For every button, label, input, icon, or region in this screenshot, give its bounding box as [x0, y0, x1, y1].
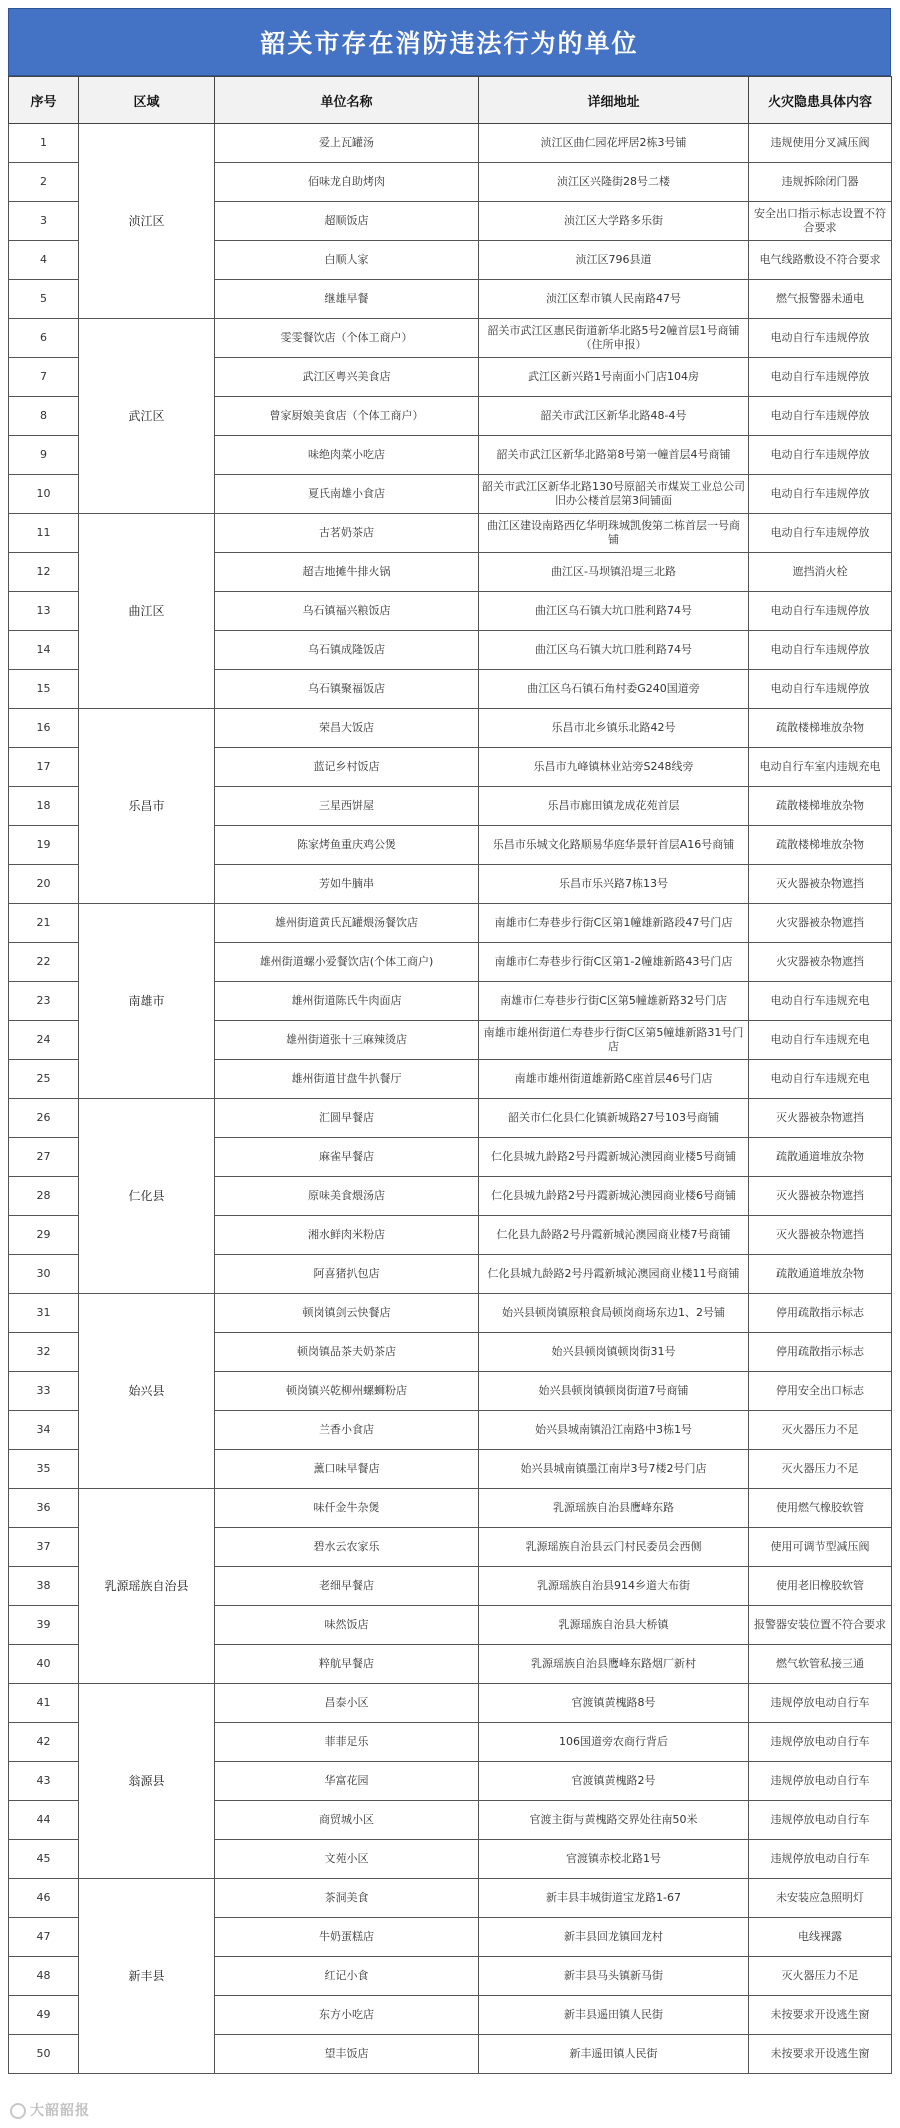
header-region: 区域: [79, 77, 215, 124]
header-address: 详细地址: [479, 77, 749, 124]
cell-hazard: 违规停放电动自行车: [749, 1762, 892, 1801]
cell-index: 10: [9, 475, 79, 514]
cell-address: 官渡镇黄槐路2号: [479, 1762, 749, 1801]
cell-index: 36: [9, 1489, 79, 1528]
cell-unit-name: 阿喜猪扒包店: [215, 1255, 479, 1294]
cell-index: 20: [9, 865, 79, 904]
cell-address: 南雄市雄州街道雄新路C座首层46号门店: [479, 1060, 749, 1099]
cell-unit-name: 菲菲足乐: [215, 1723, 479, 1762]
cell-address: 始兴县顿岗镇原粮食局顿岗商场东边1、2号铺: [479, 1294, 749, 1333]
cell-address: 官渡主街与黄槐路交界处往南50米: [479, 1801, 749, 1840]
cell-address: 南雄市仁寿巷步行街C区第1-2幢雄新路43号门店: [479, 943, 749, 982]
header-hazard: 火灾隐患具体内容: [749, 77, 892, 124]
cell-index: 4: [9, 241, 79, 280]
cell-hazard: 电动自行车违规充电: [749, 1021, 892, 1060]
cell-hazard: 灭火器压力不足: [749, 1411, 892, 1450]
cell-index: 14: [9, 631, 79, 670]
cell-unit-name: 超吉地摊牛排火锅: [215, 553, 479, 592]
cell-hazard: 疏散楼梯堆放杂物: [749, 787, 892, 826]
header-row: [9, 77, 892, 124]
cell-address: 官渡镇黄槐路8号: [479, 1684, 749, 1723]
cell-unit-name: 芳如牛腩串: [215, 865, 479, 904]
cell-hazard: 电动自行车违规停放: [749, 592, 892, 631]
cell-unit-name: 雄州街道螺小爱餐饮店(个体工商户): [215, 943, 479, 982]
cell-address: 官渡镇赤校北路1号: [479, 1840, 749, 1879]
cell-index: 15: [9, 670, 79, 709]
watermark-text: 大韶韶报: [30, 2103, 90, 2119]
cell-unit-name: 味绝肉菜小吃店: [215, 436, 479, 475]
cell-index: 43: [9, 1762, 79, 1801]
cell-index: 30: [9, 1255, 79, 1294]
cell-hazard: 电动自行车违规停放: [749, 670, 892, 709]
table-row: [9, 319, 892, 358]
cell-address: 乐昌市乐城文化路顺易华庭华景轩首层A16号商铺: [479, 826, 749, 865]
cell-region: 乳源瑶族自治县: [79, 1489, 215, 1684]
cell-hazard: 疏散通道堆放杂物: [749, 1255, 892, 1294]
cell-index: 29: [9, 1216, 79, 1255]
cell-address: 韶关市武江区惠民街道新华北路5号2幢首层1号商铺（住所申报）: [479, 319, 749, 358]
cell-hazard: 燃气报警器未通电: [749, 280, 892, 319]
cell-index: 27: [9, 1138, 79, 1177]
cell-address: 新丰县遥田镇人民街: [479, 1996, 749, 2035]
cell-region: 翁源县: [79, 1684, 215, 1879]
cell-address: 乐昌市乐兴路7栋13号: [479, 865, 749, 904]
cell-hazard: 电气线路敷设不符合要求: [749, 241, 892, 280]
cell-address: 仁化县城九龄路2号丹霞新城沁澳园商业楼5号商铺: [479, 1138, 749, 1177]
table-row: [9, 1489, 892, 1528]
cell-index: 28: [9, 1177, 79, 1216]
cell-unit-name: 继雄早餐: [215, 280, 479, 319]
cell-address: 新丰县马头镇新马街: [479, 1957, 749, 1996]
cell-address: 韶关市武江区新华北路48-4号: [479, 397, 749, 436]
table-row: [9, 514, 892, 553]
cell-index: 38: [9, 1567, 79, 1606]
cell-hazard: 疏散通道堆放杂物: [749, 1138, 892, 1177]
cell-hazard: 电动自行车违规停放: [749, 514, 892, 553]
cell-index: 6: [9, 319, 79, 358]
cell-index: 50: [9, 2035, 79, 2074]
cell-index: 47: [9, 1918, 79, 1957]
cell-unit-name: 红记小食: [215, 1957, 479, 1996]
cell-hazard: 灭火器被杂物遮挡: [749, 1177, 892, 1216]
cell-address: 浈江区796县道: [479, 241, 749, 280]
cell-region: 仁化县: [79, 1099, 215, 1294]
cell-hazard: 违规使用分叉减压阀: [749, 124, 892, 163]
cell-unit-name: 武江区粤兴美食店: [215, 358, 479, 397]
cell-hazard: 安全出口指示标志设置不符合要求: [749, 202, 892, 241]
table-row: [9, 1879, 892, 1918]
cell-hazard: 未按要求开设逃生窗: [749, 1996, 892, 2035]
cell-index: 8: [9, 397, 79, 436]
cell-hazard: 电线裸露: [749, 1918, 892, 1957]
cell-index: 31: [9, 1294, 79, 1333]
cell-hazard: 违规停放电动自行车: [749, 1840, 892, 1879]
cell-index: 33: [9, 1372, 79, 1411]
cell-unit-name: 白顺人家: [215, 241, 479, 280]
cell-index: 24: [9, 1021, 79, 1060]
cell-index: 18: [9, 787, 79, 826]
cell-hazard: 停用安全出口标志: [749, 1372, 892, 1411]
cell-unit-name: 牛奶蛋糕店: [215, 1918, 479, 1957]
cell-hazard: 电动自行车室内违规充电: [749, 748, 892, 787]
cell-index: 11: [9, 514, 79, 553]
cell-hazard: 违规停放电动自行车: [749, 1684, 892, 1723]
cell-hazard: 电动自行车违规停放: [749, 436, 892, 475]
cell-address: 始兴县顿岗镇顿岗街31号: [479, 1333, 749, 1372]
cell-address: 仁化县城九龄路2号丹霞新城沁澳园商业楼11号商铺: [479, 1255, 749, 1294]
header-index: 序号: [9, 77, 79, 124]
cell-index: 42: [9, 1723, 79, 1762]
cell-index: 5: [9, 280, 79, 319]
cell-index: 37: [9, 1528, 79, 1567]
cell-region: 乐昌市: [79, 709, 215, 904]
cell-unit-name: 荣昌大饭店: [215, 709, 479, 748]
cell-address: 乐昌市廊田镇龙成花苑首层: [479, 787, 749, 826]
cell-hazard: 灭火器压力不足: [749, 1957, 892, 1996]
cell-hazard: 疏散楼梯堆放杂物: [749, 709, 892, 748]
cell-address: 曲江区乌石镇大坑口胜利路74号: [479, 631, 749, 670]
cell-hazard: 违规停放电动自行车: [749, 1801, 892, 1840]
cell-index: 26: [9, 1099, 79, 1138]
cell-index: 25: [9, 1060, 79, 1099]
cell-unit-name: 碧水云农家乐: [215, 1528, 479, 1567]
cell-unit-name: 商贸城小区: [215, 1801, 479, 1840]
header-unit-name: 单位名称: [215, 77, 479, 124]
cell-index: 34: [9, 1411, 79, 1450]
cell-hazard: 火灾器被杂物遮挡: [749, 943, 892, 982]
cell-address: 始兴县城南镇沿江南路中3栋1号: [479, 1411, 749, 1450]
cell-hazard: 电动自行车违规停放: [749, 358, 892, 397]
cell-unit-name: 雄州街道黄氏瓦罐煨汤餐饮店: [215, 904, 479, 943]
cell-unit-name: 雄州街道甘盘牛扒餐厅: [215, 1060, 479, 1099]
cell-unit-name: 茶洞美食: [215, 1879, 479, 1918]
cell-region: 武江区: [79, 319, 215, 514]
table-row: [9, 904, 892, 943]
cell-unit-name: 味仟金牛杂煲: [215, 1489, 479, 1528]
cell-unit-name: 粹航早餐店: [215, 1645, 479, 1684]
cell-hazard: 未按要求开设逃生窗: [749, 2035, 892, 2074]
cell-address: 浈江区犁市镇人民南路47号: [479, 280, 749, 319]
table-row: [9, 1684, 892, 1723]
cell-unit-name: 文苑小区: [215, 1840, 479, 1879]
cell-unit-name: 东方小吃店: [215, 1996, 479, 2035]
cell-unit-name: 古茗奶茶店: [215, 514, 479, 553]
cell-unit-name: 佰味龙自助烤肉: [215, 163, 479, 202]
cell-index: 35: [9, 1450, 79, 1489]
table-row: [9, 124, 892, 163]
cell-index: 40: [9, 1645, 79, 1684]
cell-address: 仁化县九龄路2号丹霞新城沁澳园商业楼7号商铺: [479, 1216, 749, 1255]
cell-index: 17: [9, 748, 79, 787]
cell-index: 22: [9, 943, 79, 982]
cell-index: 19: [9, 826, 79, 865]
cell-address: 韶关市仁化县仁化镇新城路27号103号商铺: [479, 1099, 749, 1138]
cell-unit-name: 雄州街道张十三麻辣烫店: [215, 1021, 479, 1060]
cell-unit-name: 麻雀早餐店: [215, 1138, 479, 1177]
cell-hazard: 违规停放电动自行车: [749, 1723, 892, 1762]
cell-index: 21: [9, 904, 79, 943]
table-body: [9, 124, 892, 2074]
cell-unit-name: 顿岗镇兴乾柳州螺蛳粉店: [215, 1372, 479, 1411]
cell-unit-name: 汇圆早餐店: [215, 1099, 479, 1138]
cell-index: 44: [9, 1801, 79, 1840]
cell-address: 曲江区建设南路西亿华明珠城凯俊第二栋首层一号商铺: [479, 514, 749, 553]
cell-hazard: 电动自行车违规充电: [749, 1060, 892, 1099]
cell-unit-name: 乌石镇成隆饭店: [215, 631, 479, 670]
cell-index: 32: [9, 1333, 79, 1372]
cell-region: 始兴县: [79, 1294, 215, 1489]
cell-hazard: 电动自行车违规停放: [749, 397, 892, 436]
cell-index: 45: [9, 1840, 79, 1879]
cell-unit-name: 顿岗镇剑云快餐店: [215, 1294, 479, 1333]
cell-unit-name: 雯雯餐饮店（个体工商户）: [215, 319, 479, 358]
cell-index: 41: [9, 1684, 79, 1723]
cell-region: 新丰县: [79, 1879, 215, 2074]
cell-unit-name: 原味美食煨汤店: [215, 1177, 479, 1216]
cell-address: 乳源瑶族自治县鹰峰东路: [479, 1489, 749, 1528]
cell-region: 浈江区: [79, 124, 215, 319]
cell-address: 南雄市仁寿巷步行街C区第1幢雄新路段47号门店: [479, 904, 749, 943]
cell-address: 南雄市雄州街道仁寿巷步行街C区第5幢雄新路31号门店: [479, 1021, 749, 1060]
cell-unit-name: 望丰饭店: [215, 2035, 479, 2074]
cell-address: 106国道旁农商行背后: [479, 1723, 749, 1762]
cell-address: 乐昌市九峰镇林业站旁S248线旁: [479, 748, 749, 787]
cell-hazard: 电动自行车违规停放: [749, 319, 892, 358]
cell-index: 16: [9, 709, 79, 748]
cell-unit-name: 雄州街道陈氏牛肉面店: [215, 982, 479, 1021]
cell-hazard: 使用老旧橡胶软管: [749, 1567, 892, 1606]
cell-index: 46: [9, 1879, 79, 1918]
cell-address: 浈江区大学路多乐街: [479, 202, 749, 241]
cell-index: 13: [9, 592, 79, 631]
cell-address: 乳源瑶族自治县大桥镇: [479, 1606, 749, 1645]
cell-index: 23: [9, 982, 79, 1021]
cell-address: 始兴县城南镇墨江南岸3号7楼2号门店: [479, 1450, 749, 1489]
cell-address: 新丰遥田镇人民街: [479, 2035, 749, 2074]
cell-address: 浈江区兴隆街28号二楼: [479, 163, 749, 202]
cell-hazard: 火灾器被杂物遮挡: [749, 904, 892, 943]
cell-hazard: 使用燃气橡胶软管: [749, 1489, 892, 1528]
cell-hazard: 违规拆除闭门器: [749, 163, 892, 202]
cell-hazard: 停用疏散指示标志: [749, 1294, 892, 1333]
cell-address: 乳源瑶族自治县云门村民委员会西侧: [479, 1528, 749, 1567]
table-row: [9, 1294, 892, 1333]
cell-hazard: 电动自行车违规停放: [749, 475, 892, 514]
cell-address: 乳源瑶族自治县鹰峰东路烟厂新村: [479, 1645, 749, 1684]
cell-index: 7: [9, 358, 79, 397]
watermark: [10, 2100, 90, 2120]
cell-hazard: 电动自行车违规停放: [749, 631, 892, 670]
cell-unit-name: 超顺饭店: [215, 202, 479, 241]
page-title: 韶关市存在消防违法行为的单位: [8, 8, 891, 76]
cell-unit-name: 三星西饼屋: [215, 787, 479, 826]
cell-address: 韶关市武江区新华北路130号原韶关市煤炭工业总公司旧办公楼首层第3间铺面: [479, 475, 749, 514]
cell-address: 曲江区乌石镇大坑口胜利路74号: [479, 592, 749, 631]
cell-address: 浈江区曲仁园花坪居2栋3号铺: [479, 124, 749, 163]
cell-address: 新丰县丰城街道宝龙路1-67: [479, 1879, 749, 1918]
cell-hazard: 报警器安装位置不符合要求: [749, 1606, 892, 1645]
cell-unit-name: 爱上瓦罐汤: [215, 124, 479, 163]
cell-hazard: 疏散楼梯堆放杂物: [749, 826, 892, 865]
cell-hazard: 灭火器被杂物遮挡: [749, 1099, 892, 1138]
cell-hazard: 停用疏散指示标志: [749, 1333, 892, 1372]
cell-address: 乳源瑶族自治县914乡道大布街: [479, 1567, 749, 1606]
cell-unit-name: 曾家厨娘美食店（个体工商户）: [215, 397, 479, 436]
table-row: [9, 709, 892, 748]
cell-address: 始兴县顿岗镇顿岗街道7号商铺: [479, 1372, 749, 1411]
cell-index: 12: [9, 553, 79, 592]
cell-unit-name: 乌石镇福兴粮饭店: [215, 592, 479, 631]
cell-index: 2: [9, 163, 79, 202]
cell-unit-name: 陈家烤鱼重庆鸡公煲: [215, 826, 479, 865]
cell-unit-name: 夏氏南雄小食店: [215, 475, 479, 514]
cell-hazard: 使用可调节型减压阀: [749, 1528, 892, 1567]
cell-address: 武江区新兴路1号南面小门店104房: [479, 358, 749, 397]
watermark-logo-icon: [10, 2103, 26, 2119]
cell-address: 新丰县回龙镇回龙村: [479, 1918, 749, 1957]
cell-hazard: 灭火器被杂物遮挡: [749, 1216, 892, 1255]
violations-table: [8, 76, 892, 2074]
cell-index: 48: [9, 1957, 79, 1996]
cell-index: 39: [9, 1606, 79, 1645]
cell-unit-name: 昌泰小区: [215, 1684, 479, 1723]
cell-hazard: 电动自行车违规充电: [749, 982, 892, 1021]
cell-hazard: 燃气软管私接三通: [749, 1645, 892, 1684]
cell-region: 曲江区: [79, 514, 215, 709]
cell-hazard: 灭火器压力不足: [749, 1450, 892, 1489]
cell-unit-name: 兰香小食店: [215, 1411, 479, 1450]
cell-index: 49: [9, 1996, 79, 2035]
cell-address: 曲江区乌石镇石角村委G240国道旁: [479, 670, 749, 709]
cell-address: 南雄市仁寿巷步行街C区第5幢雄新路32号门店: [479, 982, 749, 1021]
cell-address: 曲江区-马坝镇沿堤三北路: [479, 553, 749, 592]
cell-index: 1: [9, 124, 79, 163]
cell-unit-name: 蓝记乡村饭店: [215, 748, 479, 787]
cell-hazard: 未安装应急照明灯: [749, 1879, 892, 1918]
cell-address: 仁化县城九龄路2号丹霞新城沁澳园商业楼6号商铺: [479, 1177, 749, 1216]
cell-unit-name: 乌石镇聚福饭店: [215, 670, 479, 709]
cell-index: 3: [9, 202, 79, 241]
cell-unit-name: 味然饭店: [215, 1606, 479, 1645]
cell-unit-name: 华富花园: [215, 1762, 479, 1801]
table-row: [9, 1099, 892, 1138]
cell-unit-name: 薰口味早餐店: [215, 1450, 479, 1489]
cell-unit-name: 老细早餐店: [215, 1567, 479, 1606]
cell-hazard: 遮挡消火栓: [749, 553, 892, 592]
cell-unit-name: 湘水鲜肉米粉店: [215, 1216, 479, 1255]
cell-unit-name: 顿岗镇品茶夫奶茶店: [215, 1333, 479, 1372]
cell-address: 乐昌市北乡镇乐北路42号: [479, 709, 749, 748]
cell-index: 9: [9, 436, 79, 475]
cell-region: 南雄市: [79, 904, 215, 1099]
cell-hazard: 灭火器被杂物遮挡: [749, 865, 892, 904]
cell-address: 韶关市武江区新华北路第8号第一幢首层4号商铺: [479, 436, 749, 475]
